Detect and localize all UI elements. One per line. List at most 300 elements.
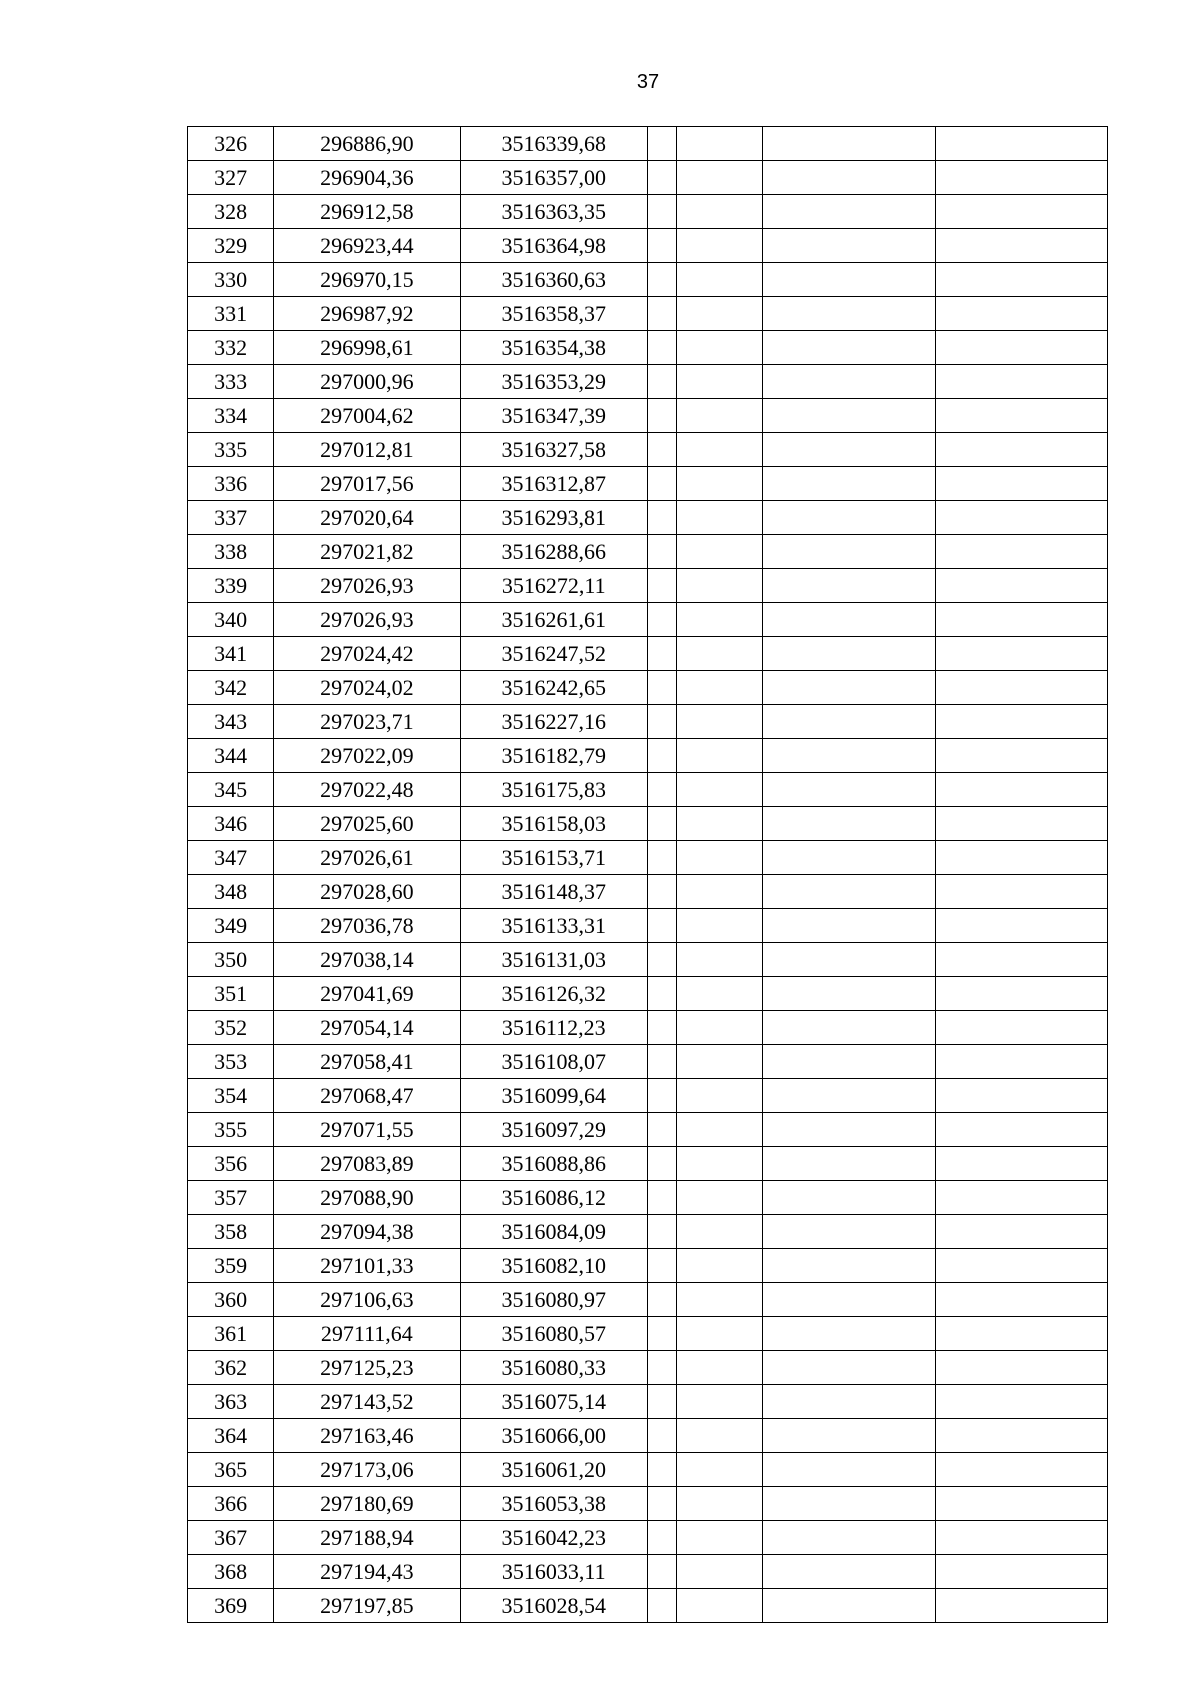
point-number-cell: 341 [188,637,274,671]
x-coordinate-cell: 297094,38 [274,1215,460,1249]
x-coordinate-cell: 296886,90 [274,127,460,161]
table-row [188,671,1108,705]
empty-cell [677,331,763,365]
y-coordinate-cell: 3516148,37 [460,875,647,909]
empty-cell [647,637,676,671]
empty-cell [763,841,935,875]
empty-cell [647,1079,676,1113]
point-number-cell: 342 [188,671,274,705]
x-coordinate-cell: 297125,23 [274,1351,460,1385]
point-number-cell: 368 [188,1555,274,1589]
point-number-cell: 363 [188,1385,274,1419]
empty-cell [763,875,935,909]
empty-cell [763,1045,935,1079]
y-coordinate-cell: 3516357,00 [460,161,647,195]
table-row [188,127,1108,161]
table-row [188,739,1108,773]
y-coordinate-cell: 3516131,03 [460,943,647,977]
x-coordinate-cell: 297068,47 [274,1079,460,1113]
x-coordinate-cell: 297024,02 [274,671,460,705]
empty-cell [935,1453,1107,1487]
point-number-cell: 337 [188,501,274,535]
y-coordinate-cell: 3516080,33 [460,1351,647,1385]
empty-cell [677,161,763,195]
empty-cell [763,1589,935,1623]
empty-cell [763,331,935,365]
empty-cell [935,637,1107,671]
empty-cell [935,1011,1107,1045]
y-coordinate-cell: 3516082,10 [460,1249,647,1283]
x-coordinate-cell: 297111,64 [274,1317,460,1351]
point-number-cell: 364 [188,1419,274,1453]
table-row [188,1555,1108,1589]
empty-cell [647,229,676,263]
table-row [188,399,1108,433]
x-coordinate-cell: 297197,85 [274,1589,460,1623]
point-number-cell: 369 [188,1589,274,1623]
empty-cell [763,229,935,263]
empty-cell [935,127,1107,161]
y-coordinate-cell: 3516084,09 [460,1215,647,1249]
y-coordinate-cell: 3516099,64 [460,1079,647,1113]
empty-cell [935,535,1107,569]
empty-cell [647,909,676,943]
x-coordinate-cell: 297022,48 [274,773,460,807]
empty-cell [647,1181,676,1215]
empty-cell [763,1555,935,1589]
point-number-cell: 345 [188,773,274,807]
x-coordinate-cell: 297012,81 [274,433,460,467]
empty-cell [677,195,763,229]
empty-cell [647,1317,676,1351]
empty-cell [647,1589,676,1623]
empty-cell [763,739,935,773]
empty-cell [647,467,676,501]
y-coordinate-cell: 3516061,20 [460,1453,647,1487]
empty-cell [647,195,676,229]
empty-cell [647,1283,676,1317]
table-row [188,1249,1108,1283]
empty-cell [647,875,676,909]
empty-cell [677,433,763,467]
empty-cell [935,671,1107,705]
y-coordinate-cell: 3516097,29 [460,1113,647,1147]
point-number-cell: 330 [188,263,274,297]
empty-cell [763,467,935,501]
point-number-cell: 358 [188,1215,274,1249]
empty-cell [677,229,763,263]
y-coordinate-cell: 3516112,23 [460,1011,647,1045]
empty-cell [677,875,763,909]
table-row [188,263,1108,297]
empty-cell [677,671,763,705]
y-coordinate-cell: 3516312,87 [460,467,647,501]
empty-cell [647,433,676,467]
empty-cell [647,1385,676,1419]
x-coordinate-cell: 296904,36 [274,161,460,195]
y-coordinate-cell: 3516158,03 [460,807,647,841]
y-coordinate-cell: 3516133,31 [460,909,647,943]
table-row [188,297,1108,331]
point-number-cell: 366 [188,1487,274,1521]
table-row [188,501,1108,535]
y-coordinate-cell: 3516227,16 [460,705,647,739]
empty-cell [647,1521,676,1555]
empty-cell [935,263,1107,297]
page-number: 37 [636,71,660,93]
table-row [188,841,1108,875]
table-row [188,1215,1108,1249]
empty-cell [677,569,763,603]
empty-cell [647,263,676,297]
empty-cell [677,1453,763,1487]
empty-cell [647,1045,676,1079]
empty-cell [647,569,676,603]
empty-cell [763,1317,935,1351]
point-number-cell: 355 [188,1113,274,1147]
empty-cell [647,841,676,875]
point-number-cell: 350 [188,943,274,977]
x-coordinate-cell: 296923,44 [274,229,460,263]
empty-cell [677,637,763,671]
point-number-cell: 362 [188,1351,274,1385]
empty-cell [647,671,676,705]
empty-cell [647,399,676,433]
table-row [188,569,1108,603]
x-coordinate-cell: 297026,93 [274,569,460,603]
x-coordinate-cell: 297188,94 [274,1521,460,1555]
y-coordinate-cell: 3516261,61 [460,603,647,637]
y-coordinate-cell: 3516364,98 [460,229,647,263]
table-row [188,807,1108,841]
table-row [188,637,1108,671]
empty-cell [763,297,935,331]
table-row [188,1351,1108,1385]
point-number-cell: 333 [188,365,274,399]
empty-cell [677,501,763,535]
empty-cell [763,807,935,841]
point-number-cell: 338 [188,535,274,569]
empty-cell [935,807,1107,841]
empty-cell [935,331,1107,365]
empty-cell [935,1487,1107,1521]
empty-cell [677,1079,763,1113]
x-coordinate-cell: 297023,71 [274,705,460,739]
empty-cell [647,1215,676,1249]
point-number-cell: 331 [188,297,274,331]
empty-cell [647,943,676,977]
table-row [188,535,1108,569]
empty-cell [935,1317,1107,1351]
x-coordinate-cell: 297025,60 [274,807,460,841]
empty-cell [935,1181,1107,1215]
empty-cell [935,1385,1107,1419]
y-coordinate-cell: 3516042,23 [460,1521,647,1555]
empty-cell [763,127,935,161]
y-coordinate-cell: 3516347,39 [460,399,647,433]
empty-cell [677,807,763,841]
table-row [188,365,1108,399]
empty-cell [935,1113,1107,1147]
point-number-cell: 348 [188,875,274,909]
empty-cell [647,1249,676,1283]
table-row [188,1453,1108,1487]
empty-cell [763,1147,935,1181]
empty-cell [763,1351,935,1385]
x-coordinate-cell: 297028,60 [274,875,460,909]
empty-cell [647,977,676,1011]
x-coordinate-cell: 297143,52 [274,1385,460,1419]
point-number-cell: 353 [188,1045,274,1079]
x-coordinate-cell: 297004,62 [274,399,460,433]
point-number-cell: 327 [188,161,274,195]
point-number-cell: 346 [188,807,274,841]
y-coordinate-cell: 3516080,97 [460,1283,647,1317]
empty-cell [677,1589,763,1623]
empty-cell [763,1385,935,1419]
empty-cell [647,1487,676,1521]
empty-cell [935,773,1107,807]
x-coordinate-cell: 297036,78 [274,909,460,943]
empty-cell [763,603,935,637]
empty-cell [935,195,1107,229]
empty-cell [647,535,676,569]
empty-cell [647,807,676,841]
table-row [188,1317,1108,1351]
empty-cell [677,1249,763,1283]
empty-cell [677,603,763,637]
empty-cell [647,331,676,365]
y-coordinate-cell: 3516028,54 [460,1589,647,1623]
table-row [188,909,1108,943]
table-row [188,875,1108,909]
empty-cell [677,1385,763,1419]
table-row [188,773,1108,807]
x-coordinate-cell: 297024,42 [274,637,460,671]
table-row [188,1147,1108,1181]
y-coordinate-cell: 3516293,81 [460,501,647,535]
point-number-cell: 354 [188,1079,274,1113]
empty-cell [647,1147,676,1181]
empty-cell [935,1147,1107,1181]
empty-cell [763,1113,935,1147]
empty-cell [935,909,1107,943]
table-row [188,161,1108,195]
empty-cell [647,773,676,807]
table-row [188,1487,1108,1521]
x-coordinate-cell: 297173,06 [274,1453,460,1487]
point-number-cell: 326 [188,127,274,161]
empty-cell [763,1181,935,1215]
x-coordinate-cell: 297071,55 [274,1113,460,1147]
empty-cell [935,943,1107,977]
empty-cell [763,705,935,739]
empty-cell [647,1419,676,1453]
empty-cell [677,1317,763,1351]
x-coordinate-cell: 296970,15 [274,263,460,297]
empty-cell [763,1453,935,1487]
empty-cell [763,501,935,535]
point-number-cell: 357 [188,1181,274,1215]
table-row [188,943,1108,977]
coordinates-table [187,126,1108,1623]
empty-cell [935,399,1107,433]
empty-cell [677,1147,763,1181]
empty-cell [935,841,1107,875]
table-row [188,1419,1108,1453]
x-coordinate-cell: 297017,56 [274,467,460,501]
y-coordinate-cell: 3516182,79 [460,739,647,773]
y-coordinate-cell: 3516288,66 [460,535,647,569]
empty-cell [763,1283,935,1317]
empty-cell [677,943,763,977]
empty-cell [935,739,1107,773]
empty-cell [763,1487,935,1521]
empty-cell [763,195,935,229]
y-coordinate-cell: 3516175,83 [460,773,647,807]
empty-cell [677,841,763,875]
table-row [188,1283,1108,1317]
empty-cell [763,535,935,569]
empty-cell [677,1351,763,1385]
y-coordinate-cell: 3516126,32 [460,977,647,1011]
y-coordinate-cell: 3516363,35 [460,195,647,229]
empty-cell [935,1589,1107,1623]
point-number-cell: 340 [188,603,274,637]
x-coordinate-cell: 297088,90 [274,1181,460,1215]
point-number-cell: 356 [188,1147,274,1181]
empty-cell [935,1079,1107,1113]
table-row [188,1011,1108,1045]
empty-cell [935,501,1107,535]
empty-cell [935,1283,1107,1317]
empty-cell [647,297,676,331]
table-row [188,229,1108,263]
y-coordinate-cell: 3516108,07 [460,1045,647,1079]
empty-cell [935,1249,1107,1283]
empty-cell [677,1181,763,1215]
empty-cell [677,1487,763,1521]
x-coordinate-cell: 297163,46 [274,1419,460,1453]
empty-cell [763,1079,935,1113]
empty-cell [677,263,763,297]
point-number-cell: 361 [188,1317,274,1351]
empty-cell [763,1419,935,1453]
point-number-cell: 365 [188,1453,274,1487]
empty-cell [763,433,935,467]
empty-cell [935,1419,1107,1453]
empty-cell [677,1521,763,1555]
empty-cell [935,161,1107,195]
x-coordinate-cell: 297194,43 [274,1555,460,1589]
y-coordinate-cell: 3516353,29 [460,365,647,399]
empty-cell [935,875,1107,909]
empty-cell [935,1045,1107,1079]
empty-cell [935,229,1107,263]
point-number-cell: 332 [188,331,274,365]
empty-cell [677,1419,763,1453]
empty-cell [763,1215,935,1249]
y-coordinate-cell: 3516354,38 [460,331,647,365]
point-number-cell: 359 [188,1249,274,1283]
point-number-cell: 336 [188,467,274,501]
table-row [188,977,1108,1011]
point-number-cell: 351 [188,977,274,1011]
table-row [188,195,1108,229]
y-coordinate-cell: 3516033,11 [460,1555,647,1589]
x-coordinate-cell: 297026,61 [274,841,460,875]
empty-cell [647,501,676,535]
empty-cell [647,1351,676,1385]
empty-cell [935,365,1107,399]
y-coordinate-cell: 3516153,71 [460,841,647,875]
empty-cell [677,467,763,501]
y-coordinate-cell: 3516339,68 [460,127,647,161]
point-number-cell: 360 [188,1283,274,1317]
x-coordinate-cell: 297022,09 [274,739,460,773]
table-row [188,1079,1108,1113]
x-coordinate-cell: 297041,69 [274,977,460,1011]
table-row [188,467,1108,501]
x-coordinate-cell: 297038,14 [274,943,460,977]
point-number-cell: 349 [188,909,274,943]
y-coordinate-cell: 3516327,58 [460,433,647,467]
empty-cell [763,365,935,399]
y-coordinate-cell: 3516053,38 [460,1487,647,1521]
empty-cell [677,1011,763,1045]
empty-cell [677,365,763,399]
empty-cell [763,263,935,297]
point-number-cell: 343 [188,705,274,739]
point-number-cell: 334 [188,399,274,433]
x-coordinate-cell: 296987,92 [274,297,460,331]
empty-cell [677,977,763,1011]
point-number-cell: 328 [188,195,274,229]
empty-cell [647,127,676,161]
empty-cell [677,535,763,569]
x-coordinate-cell: 297020,64 [274,501,460,535]
x-coordinate-cell: 297054,14 [274,1011,460,1045]
empty-cell [763,399,935,433]
empty-cell [763,569,935,603]
empty-cell [647,1555,676,1589]
table-row [188,1521,1108,1555]
empty-cell [935,705,1107,739]
y-coordinate-cell: 3516080,57 [460,1317,647,1351]
table-row [188,705,1108,739]
empty-cell [763,943,935,977]
y-coordinate-cell: 3516247,52 [460,637,647,671]
empty-cell [935,603,1107,637]
empty-cell [647,365,676,399]
table-row [188,1113,1108,1147]
table-row [188,433,1108,467]
point-number-cell: 335 [188,433,274,467]
y-coordinate-cell: 3516358,37 [460,297,647,331]
empty-cell [677,399,763,433]
empty-cell [763,637,935,671]
empty-cell [763,1011,935,1045]
empty-cell [677,739,763,773]
table-row [188,1181,1108,1215]
empty-cell [763,977,935,1011]
empty-cell [763,1521,935,1555]
y-coordinate-cell: 3516066,00 [460,1419,647,1453]
empty-cell [647,161,676,195]
empty-cell [677,773,763,807]
empty-cell [677,705,763,739]
empty-cell [677,909,763,943]
